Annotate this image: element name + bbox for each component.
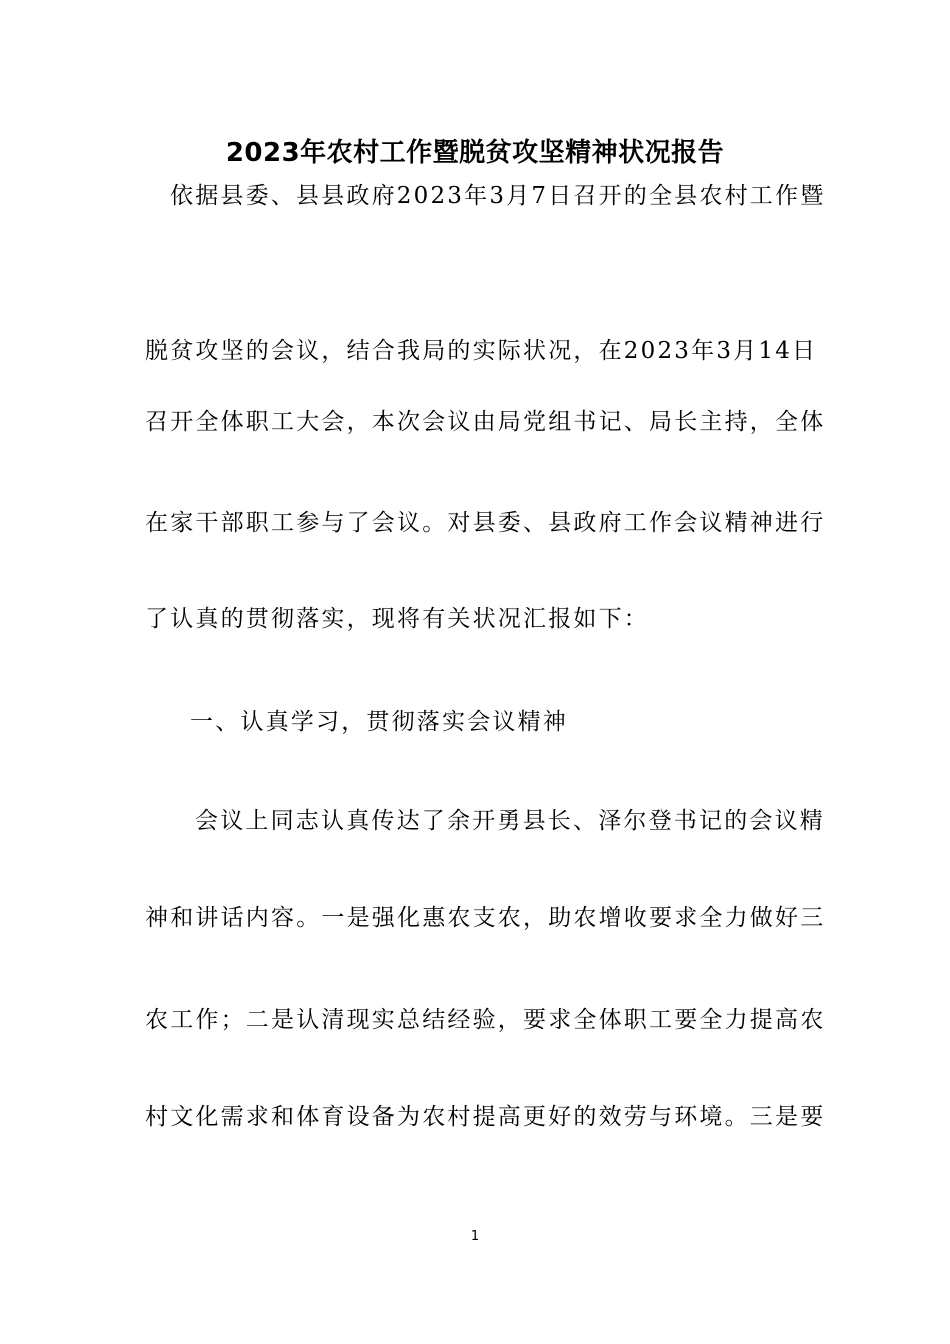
paragraph-line: 在家干部职工参与了会议。对县委、县政府工作会议精神进行 bbox=[145, 510, 826, 536]
paragraph-line: 召开全体职工大会，本次会议由局党组书记、局长主持，全体 bbox=[145, 409, 826, 435]
section-heading: 一、认真学习，贯彻落实会议精神 bbox=[190, 709, 568, 735]
paragraph-line: 依据县委、县县政府2023年3月7日召开的全县农村工作暨 bbox=[170, 183, 826, 209]
paragraph-line: 会议上同志认真传达了余开勇县长、泽尔登书记的会议精 bbox=[195, 808, 825, 834]
paragraph-line: 神和讲话内容。一是强化惠农支农，助农增收要求全力做好三 bbox=[145, 905, 826, 931]
document-title: 2023年农村工作暨脱贫攻坚精神状况报告 bbox=[225, 138, 725, 168]
paragraph-line: 了认真的贯彻落实，现将有关状况汇报如下： bbox=[145, 606, 649, 632]
paragraph-line: 脱贫攻坚的会议，结合我局的实际状况，在2023年3月14日 bbox=[145, 338, 818, 364]
paragraph-line: 农工作；二是认清现实总结经验，要求全体职工要全力提高农 bbox=[145, 1007, 826, 1033]
page-number: 1 bbox=[470, 1229, 480, 1244]
paragraph-line: 村文化需求和体育设备为农村提高更好的效劳与环境。三是要 bbox=[145, 1104, 826, 1130]
